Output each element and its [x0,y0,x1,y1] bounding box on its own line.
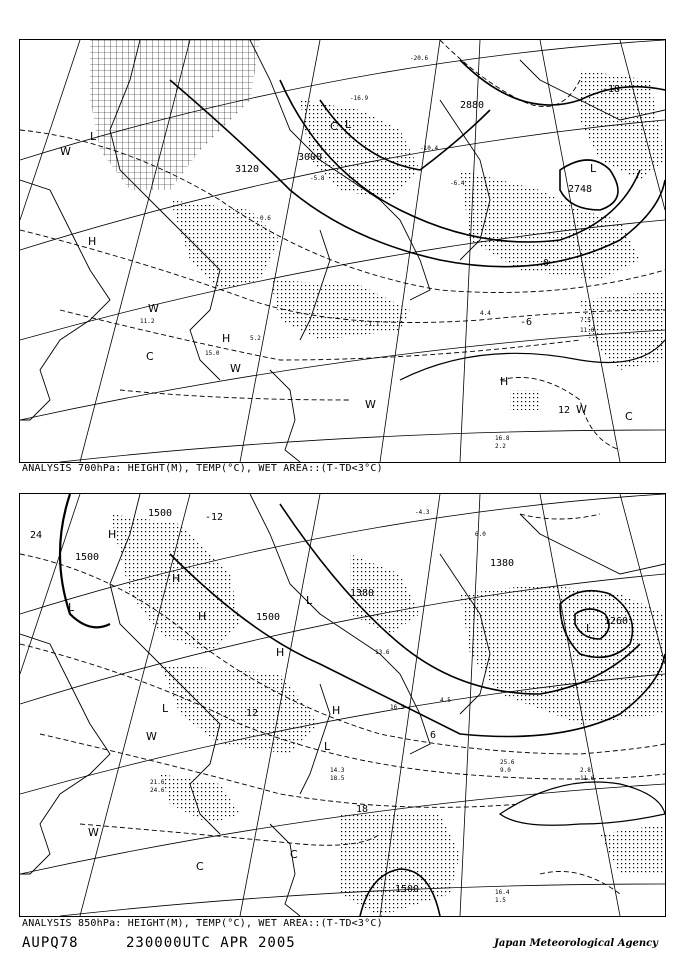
low-center-symbol: L [68,601,75,614]
contour-label: -18 [602,84,621,95]
contour-label: 3000 [298,152,323,163]
contour-label: -6 [520,317,533,328]
warm-center-symbol: W [146,730,157,743]
wet-area-shading [110,514,665,916]
contour-label: 6 [430,730,437,741]
station-value: 7.5 [580,317,591,324]
station-value: -20.6 [410,55,429,62]
contour-label: 2880 [460,100,485,111]
low-center-symbol: L [306,594,313,607]
station-value: 2.2 [495,443,506,450]
low-center-symbol: L [324,740,331,753]
station-value: 4.4 [480,310,491,317]
station-value: 5.2 [250,335,261,342]
station-value: -6.4 [450,180,465,187]
warm-center-symbol: W [148,302,159,315]
cold-center-symbol: C [290,848,298,861]
valid-time: 230000UTC APR 2005 [126,935,296,951]
contour-label: 24 [30,530,43,541]
contour-label: 1500 [148,508,173,519]
map-panel-700hpa [19,39,666,463]
contour-label: 12 [558,405,571,416]
station-value: 15.0 [205,350,220,357]
high-center-symbol: H [172,572,181,585]
cold-center-symbol: C [196,860,204,873]
cold-center-symbol: C [625,410,633,423]
high-center-symbol: H [500,375,509,388]
station-value: 16.5 [390,704,405,711]
station-value: 25.6 [500,759,515,766]
contour-label: 0 [543,258,550,269]
station-value: 14.3 [330,767,345,774]
station-value: -16.9 [350,95,369,102]
station-value: 24.6 [150,787,165,794]
station-value: 4.5 [440,697,451,704]
panel-caption-850hpa: ANALYSIS 850hPa: HEIGHT(M), TEMP(°C), WET AREA::(T-TD<3°C) [22,918,383,929]
high-center-symbol: H [276,646,285,659]
station-value: 1.5 [495,897,506,904]
contour-label: 1500 [395,884,420,895]
low-center-symbol: L [90,130,97,143]
high-center-symbol: H [198,610,207,623]
station-value: 16.4 [495,889,510,896]
contour-label: 1500 [256,612,281,623]
contour-label: 1380 [350,588,375,599]
station-value: 11.6 [580,775,595,782]
station-value: 18.5 [330,775,345,782]
contour-label: 1500 [75,552,100,563]
contour-label: 3120 [235,164,260,175]
station-value: 11.0 [580,327,595,334]
station-value: 13.6 [375,649,390,656]
station-value: 0.6 [260,215,271,222]
map-700hpa-canvas [20,40,665,462]
agency-name: Japan Meteorological Agency [494,938,658,949]
low-center-symbol: L [345,118,352,131]
station-value: 2.8 [580,767,591,774]
station-value: -5.8 [310,175,325,182]
warm-center-symbol: W [60,145,71,158]
map-850hpa-canvas [20,494,665,916]
panel-caption-700hpa: ANALYSIS 700hPa: HEIGHT(M), TEMP(°C), WET AREA::(T-TD<3°C) [22,463,383,474]
contour-label: 18 [356,804,369,815]
contour-label: -12 [205,512,224,523]
station-value: -1.1 [365,321,380,328]
contour-label: 12 [246,708,259,719]
warm-center-symbol: W [576,403,587,416]
station-value: -4.3 [415,509,430,516]
contour-label: 1380 [490,558,515,569]
warm-center-symbol: W [88,826,99,839]
high-center-symbol: H [108,528,117,541]
station-value: 9.0 [500,767,511,774]
station-value: -10.4 [420,145,439,152]
cold-center-symbol: C [330,120,338,133]
high-center-symbol: H [332,704,341,717]
station-value: 16.8 [495,435,510,442]
station-value: 11.2 [140,318,155,325]
station-value: 6.0 [475,531,486,538]
wet-area-shading [90,40,665,410]
cold-center-symbol: C [146,350,154,363]
low-center-symbol: L [586,622,593,635]
chart-code: AUPQ78 [22,935,79,951]
station-value: 21.6 [150,779,165,786]
map-panel-850hpa [19,493,666,917]
low-center-symbol: L [162,702,169,715]
contour-label: 1260 [604,616,629,627]
low-center-symbol: L [590,162,597,175]
warm-center-symbol: W [230,362,241,375]
contour-label: 2748 [568,184,593,195]
warm-center-symbol: W [365,398,376,411]
high-center-symbol: H [88,235,97,248]
high-center-symbol: H [222,332,231,345]
